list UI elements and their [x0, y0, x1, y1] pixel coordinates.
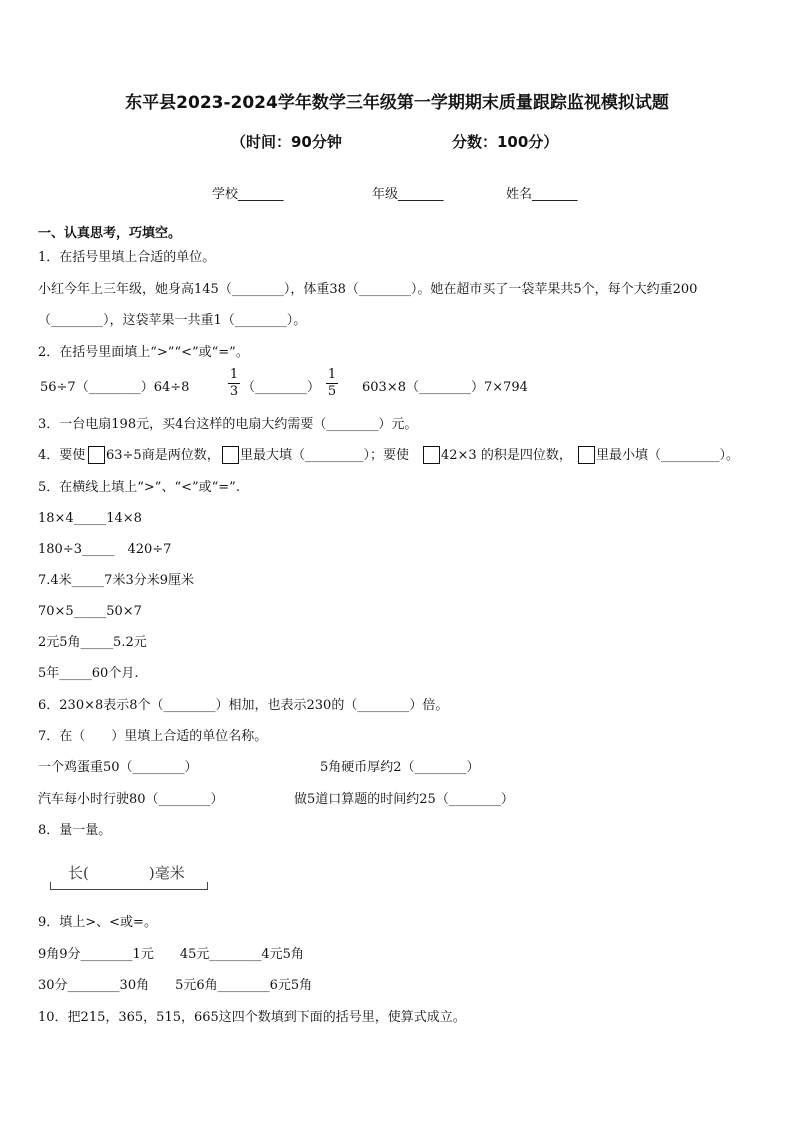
q4-answer-box-1[interactable]	[88, 446, 105, 464]
ruler-label: 长( )毫米	[68, 864, 185, 882]
q5-item: 2元5角_____5.2元	[38, 635, 147, 650]
q2-item-a: 56÷7（________）64÷8	[40, 380, 190, 395]
name-field[interactable]: 姓名_______	[506, 187, 578, 202]
q7-item-a: 一个鸡蛋重50（________）	[38, 760, 198, 775]
exam-title: 东平县2023-2024学年数学三年级第一学期期末质量跟踪监视模拟试题	[125, 93, 669, 113]
q1-line1: 小红今年上三年级，她身高145（________），体重38（________）。她在超市买了一袋苹果共5个，每个大约重200	[38, 282, 698, 297]
q10-line: 10．把215，365，515，665这四个数填到下面的括号里，使算式成立。	[38, 1010, 466, 1025]
q2-item-c: 603×8（________）7×794	[362, 380, 528, 395]
section-heading: 一、认真思考，巧填空。	[38, 226, 182, 241]
q4-part1: 4．要使	[38, 448, 86, 463]
fraction-numerator: 1	[327, 367, 337, 382]
q4-part2: 63÷5商是两位数，	[106, 448, 220, 463]
q9-row1: 9角9分________1元 45元________4元5角	[38, 947, 304, 962]
q5-item: 7.4米_____7米3分米9厘米	[38, 573, 194, 588]
q9-row2: 30分________30角 5元6角________6元5角	[38, 978, 313, 993]
fraction-denominator: 5	[327, 384, 337, 399]
q4-part5: 里最小填（_________）。	[596, 448, 740, 463]
q9-heading: 9．填上>、<或=。	[38, 915, 157, 930]
ruler-tick	[50, 882, 51, 890]
q6-line: 6．230×8表示8个（________）相加，也表示230的（________）倍。	[38, 698, 449, 713]
q2-fraction-1	[228, 368, 240, 399]
q2-item-b: （________）	[242, 380, 321, 395]
fraction-numerator: 1	[229, 367, 239, 382]
ruler-tick	[207, 882, 208, 890]
q3-line: 3．一台电扇198元，买4台这样的电扇大约需要（________）元。	[38, 417, 418, 432]
q2-fraction-2	[326, 368, 338, 399]
q5-item: 180÷3_____ 420÷7	[38, 542, 172, 557]
q8-heading: 8．量一量。	[38, 823, 112, 838]
ruler-line	[50, 889, 208, 890]
q1-line2: （________），这袋苹果一共重1（________）。	[38, 313, 307, 328]
exam-score: 分数：100分）	[452, 133, 559, 151]
q7-item-b: 5角硬币厚约2（________）	[320, 760, 480, 775]
q4-answer-box-4[interactable]	[578, 446, 595, 464]
q5-item: 18×4_____14×8	[38, 511, 142, 526]
fraction-denominator: 3	[229, 384, 239, 399]
q5-heading: 5．在横线上填上“>”、“<”或“=”.	[38, 480, 240, 495]
q5-item: 5年_____60个月.	[38, 666, 139, 681]
ruler-figure	[50, 862, 208, 890]
q4-part4: 42×3 的积是四位数，	[441, 448, 572, 463]
grade-field[interactable]: 年级_______	[372, 187, 444, 202]
q7-item-d: 做5道口算题的时间约25（________）	[294, 792, 514, 807]
q5-item: 70×5_____50×7	[38, 604, 142, 619]
school-field[interactable]: 学校_______	[212, 187, 284, 202]
q7-item-c: 汽车每小时行驶80（________）	[38, 792, 224, 807]
exam-time: （时间：90分钟	[231, 133, 342, 151]
q4-answer-box-2[interactable]	[222, 446, 239, 464]
q7-heading: 7．在（ ）里填上合适的单位名称。	[38, 729, 268, 744]
q4-part3: 里最大填（_________）；要使	[240, 448, 410, 463]
q4-answer-box-3[interactable]	[423, 446, 440, 464]
q1-heading: 1．在括号里填上合适的单位。	[38, 250, 216, 265]
q2-heading: 2．在括号里面填上“>”“<”或“=”。	[38, 345, 249, 360]
